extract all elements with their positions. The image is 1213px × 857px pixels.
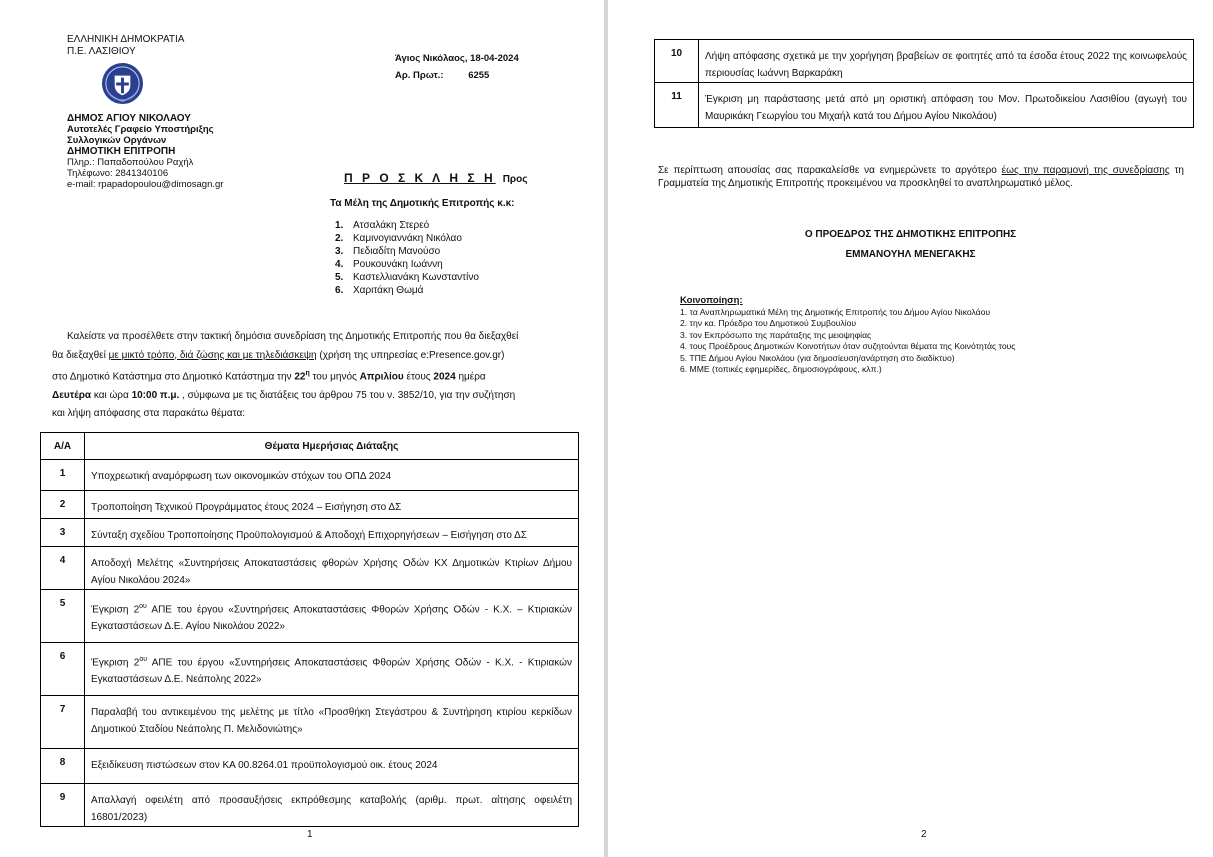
agenda-item-number: 7 (41, 696, 85, 749)
office-name: Αυτοτελές Γραφείο Υποστήριξης (67, 124, 214, 135)
agenda-item-topic (699, 83, 1194, 128)
note-text: Σε περίπτωση απουσίας σας παρακαλείσθε να ενημερώνετε το αργότερο (658, 165, 1002, 176)
agenda-item-number: 11 (655, 83, 699, 128)
protocol-label: Αρ. Πρωτ.: (395, 70, 444, 81)
member-item (335, 245, 479, 258)
agenda-item-topic (85, 696, 579, 749)
agenda-item-number: 6 (41, 643, 85, 696)
signature-name: ΕΜΜΑΝΟΥΗΛ ΜΕΝΕΓΑΚΗΣ (845, 249, 976, 260)
intro-text: έτους (403, 371, 434, 383)
member-number: 2. (335, 233, 344, 244)
agenda-topic-text: Έγκριση μη παράστασης μετά από μη οριστική απόφαση του Μον. Πρωτοδικείου Λασιθίου (αγωγή του Μαυρικάκη Γεωργίου του Μιχαήλ κατά του Δήμου Αγίου Νικολάου) (705, 94, 1187, 122)
intro-text-underlined: με μικτό τρόπο, διά ζώσης και με τηλεδιάσκεψη (108, 349, 317, 361)
intro-text: ημέρα (455, 371, 486, 383)
agenda-row (41, 460, 579, 491)
municipality-name: ΔΗΜΟΣ ΑΓΙΟΥ ΝΙΚΟΛΑΟΥ (67, 113, 191, 124)
agenda-topic-text: ΑΠΕ του έργου «Συντηρήσεις Αποκαταστάσεις Φθορών Χρήσης Οδών - Κ.Χ. – Κτιριακών Εγκαταστάσεων Δ.Ε. Αγίου Νικολάου 2022» (91, 604, 572, 633)
signature-role: Ο ΠΡΟΕΔΡΟΣ ΤΗΣ ΔΗΜΟΤΙΚΗΣ ΕΠΙΤΡΟΠΗΣ (804, 229, 1017, 240)
agenda-topic-text: Έγκριση 2 (91, 657, 140, 669)
agenda-item-number: 3 (41, 519, 85, 547)
intro-line (52, 365, 554, 387)
members-heading: Τα Μέλη της Δημοτικής Επιτροπής κ.κ: (330, 198, 515, 209)
office-name: Συλλογικών Οργάνων (67, 135, 167, 146)
letterhead (67, 34, 184, 58)
intro-line (52, 347, 554, 366)
member-number: 3. (335, 246, 344, 257)
member-name: Καμινογιαννάκη Νικόλαο (353, 233, 462, 244)
member-item (335, 232, 479, 245)
note-text: τη Γραμματεία της Δημοτικής Επιτροπής προκειμένου να προσκληθεί το αναπληρωματικό μέλος. (658, 165, 1184, 189)
intro-line: και λήψη απόφασης στα παρακάτω θέματα: (52, 408, 246, 420)
letterhead-line: Π.Ε. ΛΑΣΙΘΙΟΥ (67, 46, 136, 57)
contact-phone: Τηλέφωνο: 2841340106 (67, 168, 169, 179)
agenda-item-number: 9 (41, 784, 85, 827)
agenda-row (655, 40, 1194, 83)
notification-heading: Κοινοποίηση: (680, 295, 743, 306)
agenda-col-topic: Θέματα Ημερήσιας Διάταξης (85, 433, 579, 460)
date-block (395, 50, 519, 84)
member-name: Ατσαλάκη Στερεό (353, 220, 430, 231)
agenda-topic-text: Έγκριση 2 (91, 604, 140, 616)
agenda-col-number: Α/Α (41, 433, 85, 460)
agenda-topic-text: Εξειδίκευση πιστώσεων στον ΚΑ 00.8264.01 προϋπολογισμού οικ. έτους 2024 (91, 760, 438, 771)
member-item (335, 219, 479, 232)
agenda-topic-text: ΑΠΕ του έργου «Συντηρήσεις Αποκαταστάσεις Φθορών Χρήσης Οδών - Κ.Χ. - Κτιριακών Εγκαταστάσεων Δ.Ε. Νεάπολης 2022» (91, 657, 572, 686)
intro-line (52, 387, 554, 406)
protocol-number: 6255 (468, 70, 490, 81)
page-number: 2 (921, 829, 927, 840)
intro-text: και ώρα (91, 389, 132, 401)
letterhead-line: ΕΛΛΗΝΙΚΗ ΔΗΜΟΚΡΑΤΙΑ (67, 34, 185, 45)
document-page-2 (608, 0, 1213, 857)
agenda-topic-suffix: ου (139, 656, 148, 663)
meeting-day-suffix: η (305, 370, 310, 377)
intro-text: , σύμφωνα με τις διατάξεις του άρθρου 75 του ν. 3852/10, για την συζήτηση (179, 389, 516, 401)
notification-list (680, 295, 1015, 376)
notification-item: 6. ΜΜΕ (τοπικές εφημερίδες, δημοσιογράφους, κλπ.) (680, 364, 882, 374)
agenda-table-continued (654, 39, 1194, 128)
member-item (335, 271, 479, 284)
agenda-topic-text: Τροποποίηση Τεχνικού Προγράμματος έτους 2024 – Εισήγηση στο ΔΣ (91, 502, 402, 513)
member-name: Πεδιαδίτη Μανούσο (353, 246, 441, 257)
agenda-item-topic (85, 643, 579, 696)
meeting-day: 22 (294, 371, 306, 383)
meeting-year: 2024 (433, 371, 456, 383)
agenda-item-number: 10 (655, 40, 699, 83)
member-number: 5. (335, 272, 344, 283)
member-name: Χαριτάκη Θωμά (353, 285, 424, 296)
agenda-topic-text: Απαλλαγή οφειλέτη από προσαυξήσεις εκπρόθεσμης καταβολής (αριθμ. πρωτ. αίτησης οφειλέτη 16801/2023) (91, 795, 572, 823)
department-block (67, 113, 223, 190)
agenda-item-topic (699, 40, 1194, 83)
committee-name: ΔΗΜΟΤΙΚΗ ΕΠΙΤΡΟΠΗ (67, 146, 176, 157)
agenda-item-topic (85, 784, 579, 827)
member-name: Ρουκουνάκη Ιωάννη (353, 259, 443, 270)
contact-email: e-mail: rpapadopoulou@dimosagn.gr (67, 179, 224, 190)
intro-line: Καλείστε να προσέλθετε στην τακτική δημόσια συνεδρίαση της Δημοτικής Επιτροπής που θα διεξαχθεί (67, 331, 519, 342)
agenda-item-topic (85, 460, 579, 491)
greek-coat-of-arms-icon (101, 62, 144, 105)
members-list (335, 219, 479, 297)
invitation-heading: Π Ρ Ο Σ Κ Λ Η Σ Η (344, 171, 496, 185)
member-item (335, 284, 479, 297)
absence-note (658, 164, 1184, 190)
agenda-item-number: 4 (41, 547, 85, 590)
agenda-item-topic (85, 519, 579, 547)
member-number: 6. (335, 285, 344, 296)
notification-item: 4. τους Προέδρους Δημοτικών Κοινοτήτων όταν συζητούνται θέματα της Κοινότητάς τους (680, 341, 1016, 351)
agenda-row (41, 643, 579, 696)
protocol-number-row (395, 67, 519, 84)
agenda-topic-text: Λήψη απόφασης σχετικά με την χορήγηση βραβείων σε φοιτητές από τα έσοδα έτους 2022 της κοινωφελούς περιουσίας Ιωάννη Βαρκαράκη (705, 51, 1187, 79)
agenda-topic-text: Σύνταξη σχεδίου Τροποποίησης Προϋπολογισμού & Αποδοχή Επιχορηγήσεων – Εισήγηση στο ΔΣ (91, 530, 527, 541)
notification-item: 2. την κα. Πρόεδρο του Δημοτικού Συμβουλίου (680, 318, 857, 328)
contact-person: Πληρ.: Παπαδοπούλου Ραχήλ (67, 157, 194, 168)
agenda-topic-suffix: ου (139, 603, 147, 610)
agenda-row (41, 749, 579, 784)
intro-text: θα διεξαχθεί (52, 349, 109, 361)
agenda-row (41, 491, 579, 519)
meeting-time: 10:00 π.μ. (131, 389, 180, 401)
member-item (335, 258, 479, 271)
agenda-topic-text: Υποχρεωτική αναμόρφωση των οικονομικών στόχων του ΟΠΔ 2024 (91, 471, 392, 482)
intro-text: στο Δημοτικό Κατάστημα στο Δημοτικό Κατάστημα την (52, 371, 295, 383)
agenda-item-topic (85, 590, 579, 643)
invitation-title (344, 171, 527, 185)
intro-text: του μηνός (309, 371, 360, 383)
notification-item: 5. ΤΠΕ Δήμου Αγίου Νικολάου (για δημοσίευση/ανάρτηση στο διαδίκτυο) (680, 352, 955, 363)
intro-paragraph (52, 328, 554, 424)
agenda-topic-text: Παραλαβή του αντικειμένου της μελέτης με τίτλο «Προσθήκη Στεγάστρου & Συντήρηση κτιρίου κερκίδων Δημοτικού Σταδίου Νεάπολης Π. Μελιδονιώτης» (91, 707, 572, 735)
agenda-item-number: 8 (41, 749, 85, 784)
agenda-item-topic (85, 491, 579, 519)
agenda-row (41, 590, 579, 643)
document-date: Άγιος Νικόλαος, 18-04-2024 (395, 53, 519, 64)
notification-item: 1. τα Αναπληρωματικά Μέλη της Δημοτικής Επιτροπής του Δήμου Αγίου Νικολάου (680, 306, 991, 317)
member-name: Καστελλιανάκη Κωνσταντίνο (353, 272, 479, 283)
agenda-topic-text: Αποδοχή Μελέτης «Συντηρήσεις Αποκαταστάσεις φθορών Χρήσης Οδών ΚΧ Δημοτικών Κτιρίων Δήμου Αγίου Νικολάου 2024» (91, 558, 572, 586)
member-number: 1. (335, 220, 344, 231)
agenda-item-number: 1 (41, 460, 85, 491)
meeting-weekday: Δευτέρα (52, 389, 92, 401)
document-page-1 (0, 0, 604, 857)
agenda-item-number: 5 (41, 590, 85, 643)
notification-item: 3. τον Εκπρόσωπο της παράταξης της μειοψηφίας (680, 329, 872, 340)
note-text-underlined: έως την παραμονή της συνεδρίασης (1001, 165, 1170, 176)
agenda-row (655, 83, 1194, 128)
page-number: 1 (307, 829, 313, 840)
agenda-row (41, 696, 579, 749)
agenda-item-number: 2 (41, 491, 85, 519)
agenda-item-topic (85, 749, 579, 784)
agenda-row (41, 519, 579, 547)
agenda-row (41, 547, 579, 590)
agenda-table (40, 432, 579, 827)
agenda-item-topic (85, 547, 579, 590)
member-number: 4. (335, 259, 344, 270)
meeting-month: Απριλίου (359, 371, 404, 383)
invitation-to: Προς (502, 174, 528, 185)
agenda-row (41, 784, 579, 827)
intro-text: (χρήση της υπηρεσίας e:Presence.gov.gr) (316, 349, 505, 361)
